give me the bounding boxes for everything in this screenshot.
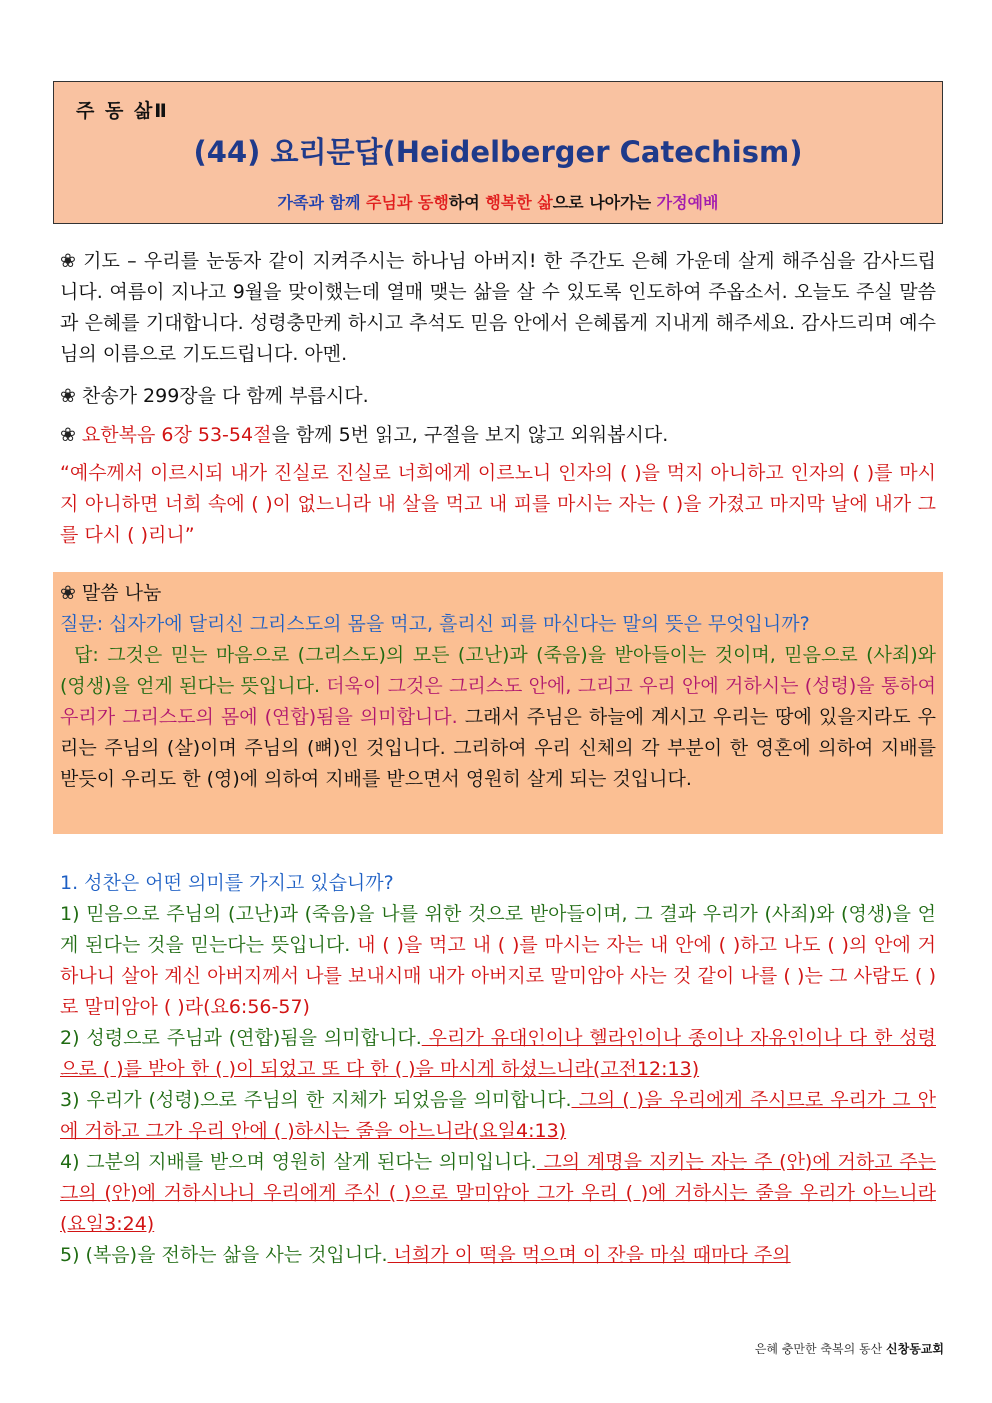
list-item	[60, 1023, 936, 1085]
flower-icon: ❀	[60, 385, 76, 407]
prayer-text: 기도 – 우리를 눈동자 같이 지켜주시는 하나님 아버지! 한 주간도 은혜 가운데 살게 해주심을 감사드립니다. 여름이 지나고 9월을 맞이했는데 열매 맺는 삶을 살 수 있도록 인도하여 주옵소서. 오늘도 주실 말씀과 은혜를 기대합니다. 성령충만케 하시고 추석도 믿음 안에서 은혜롭게 지내게 해주세요. 감사드리며 예수님의 이름으로 기도드립니다. 아멘.	[60, 250, 936, 365]
footer	[755, 1340, 944, 1357]
prayer-paragraph	[60, 246, 936, 370]
item-3-scripture: 그의 ( )을 우리에게 주시므로 우리가 그 안에 거하고 그가 우리 안에 ( )하시는 줄을 아느니라(요일4:13)	[60, 1089, 936, 1142]
subtitle-part-6: 가정예배	[656, 193, 719, 212]
memory-verse: “예수께서 이르시되 내가 진실로 진실로 너희에게 이르노니 인자의 ( )을 먹지 아니하고 인자의 ( )를 마시지 아니하면 너희 속에 ( )이 없느니라 내 살을 먹고 내 피를 마시는 자는 ( )을 가졌고 마지막 날에 내가 그를 다시 ( )리니”	[60, 462, 936, 546]
series-label: 주 동 삶Ⅱ	[76, 100, 169, 122]
subtitle-part-5: 으로 나아가는	[552, 193, 657, 212]
page-title: (44) 요리문답(Heidelberger Catechism)	[193, 135, 803, 169]
subtitle-part-2: 주님과 동행	[365, 193, 449, 212]
flower-icon: ❀	[60, 582, 76, 604]
item-4-statement: 4) 그분의 지배를 받으며 영원히 살게 된다는 의미입니다.	[60, 1151, 537, 1173]
answer-part-3: 그래서 주님은 하늘에 계시고 우리는 땅에 있을지라도 우리는 주님의 (살)이며 주님의 (뼈)인 것입니다. 그리하여 우리 신체의 각 부분이 한 영혼에 의하여 지배를 받듯이 우리도 한 (영)에 의하여 지배를 받으면서 영원히 살게 되는 것입니다.	[60, 706, 937, 790]
list-item	[60, 1240, 936, 1271]
sharing-content	[60, 578, 936, 795]
church-name: 신창동교회	[886, 1342, 944, 1356]
hymn-paragraph	[60, 381, 936, 412]
footer-text: 은혜 충만한 축복의 동산	[754, 1342, 887, 1356]
list-item	[60, 1147, 936, 1240]
item-1-statement: 1) 믿음으로 주님의 (고난)과 (죽음)을 나를 위한 것으로 받아들이며, 그 결과 우리가 (사죄)와 (영생)을 얻게 된다는 것을 믿는다는 뜻입니다.	[60, 903, 936, 956]
subtitle-part-3: 하여	[448, 193, 486, 212]
item-1-scripture: 내 ( )을 먹고 내 ( )를 마시는 자는 내 안에 ( )하고 나도 ( )의 안에 거하나니 살아 계신 아버지께서 나를 보내시매 내가 아버지로 말미암아 사는 것 같이 나를 ( )는 그 사람도 ( )로 말미암아 ( )라(요6:56-57)	[60, 934, 937, 1018]
item-5-scripture: 너희가 이 떡을 먹으며 이 잔을 마실 때마다 주의	[387, 1244, 791, 1266]
sharing-answer	[60, 640, 936, 795]
item-4-scripture: 그의 계명을 지키는 자는 주 (안)에 거하고 주는 그의 (안)에 거하시나니 우리에게 주신 ( )으로 말미암아 그가 우리 ( )에 거하시는 줄을 우리가 아느니라(요일3:24)	[60, 1151, 937, 1235]
answer-part-1: 답: 그것은 믿는 마음으로 (그리스도)의 모든 (고난)과 (죽음)을 받아들이는 것이며, 믿음으로 (사죄)와 (영생)을 얻게 된다는 뜻입니다.	[60, 644, 936, 697]
sharing-heading-line	[60, 578, 936, 609]
list-item	[60, 1085, 936, 1147]
list-item	[60, 899, 936, 1023]
section-1-question: 1. 성찬은 어떤 의미를 가지고 있습니까?	[60, 872, 394, 894]
reading-text: 을 함께 5번 읽고, 구절을 보지 않고 외워봅시다.	[271, 424, 669, 446]
item-2-statement: 2) 성령으로 주님과 (연합)됨을 의미합니다.	[60, 1027, 422, 1049]
answer-part-2: 더욱이 그것은 그리스도 안에, 그리고 우리 안에 거하시는 (성령)을 통하여 우리가 그리스도의 몸에 (연합)됨을 의미합니다.	[60, 675, 936, 728]
sharing-question: 질문: 십자가에 달리신 그리스도의 몸을 먹고, 흘리신 피를 마신다는 말의 뜻은 무엇입니까?	[60, 613, 810, 635]
sharing-heading: 말씀 나눔	[81, 582, 162, 604]
item-2-scripture: 우리가 유대인이나 헬라인이나 종이나 자유인이나 다 한 성령으로 ( )를 받아 한 ( )이 되었고 또 다 한 ( )을 마시게 하셨느니라(고전12:13)	[60, 1027, 936, 1080]
flower-icon: ❀	[60, 424, 76, 446]
flower-icon: ❀	[60, 250, 78, 272]
subtitle-part-4: 행복한 삶	[485, 193, 553, 212]
reading-paragraph	[60, 420, 936, 451]
section-1	[60, 868, 936, 1271]
hymn-text: 찬송가 299장을 다 함께 부릅시다.	[81, 385, 369, 407]
subtitle	[54, 190, 942, 213]
subtitle-part-1: 가족과 함께	[277, 193, 366, 212]
title-box	[53, 81, 943, 224]
item-5-statement: 5) (복음)을 전하는 삶을 사는 것입니다.	[60, 1244, 388, 1266]
item-3-statement: 3) 우리가 (성령)으로 주님의 한 지체가 되었음을 의미합니다.	[60, 1089, 572, 1111]
reading-ref: 요한복음 6장 53-54절	[81, 424, 272, 446]
